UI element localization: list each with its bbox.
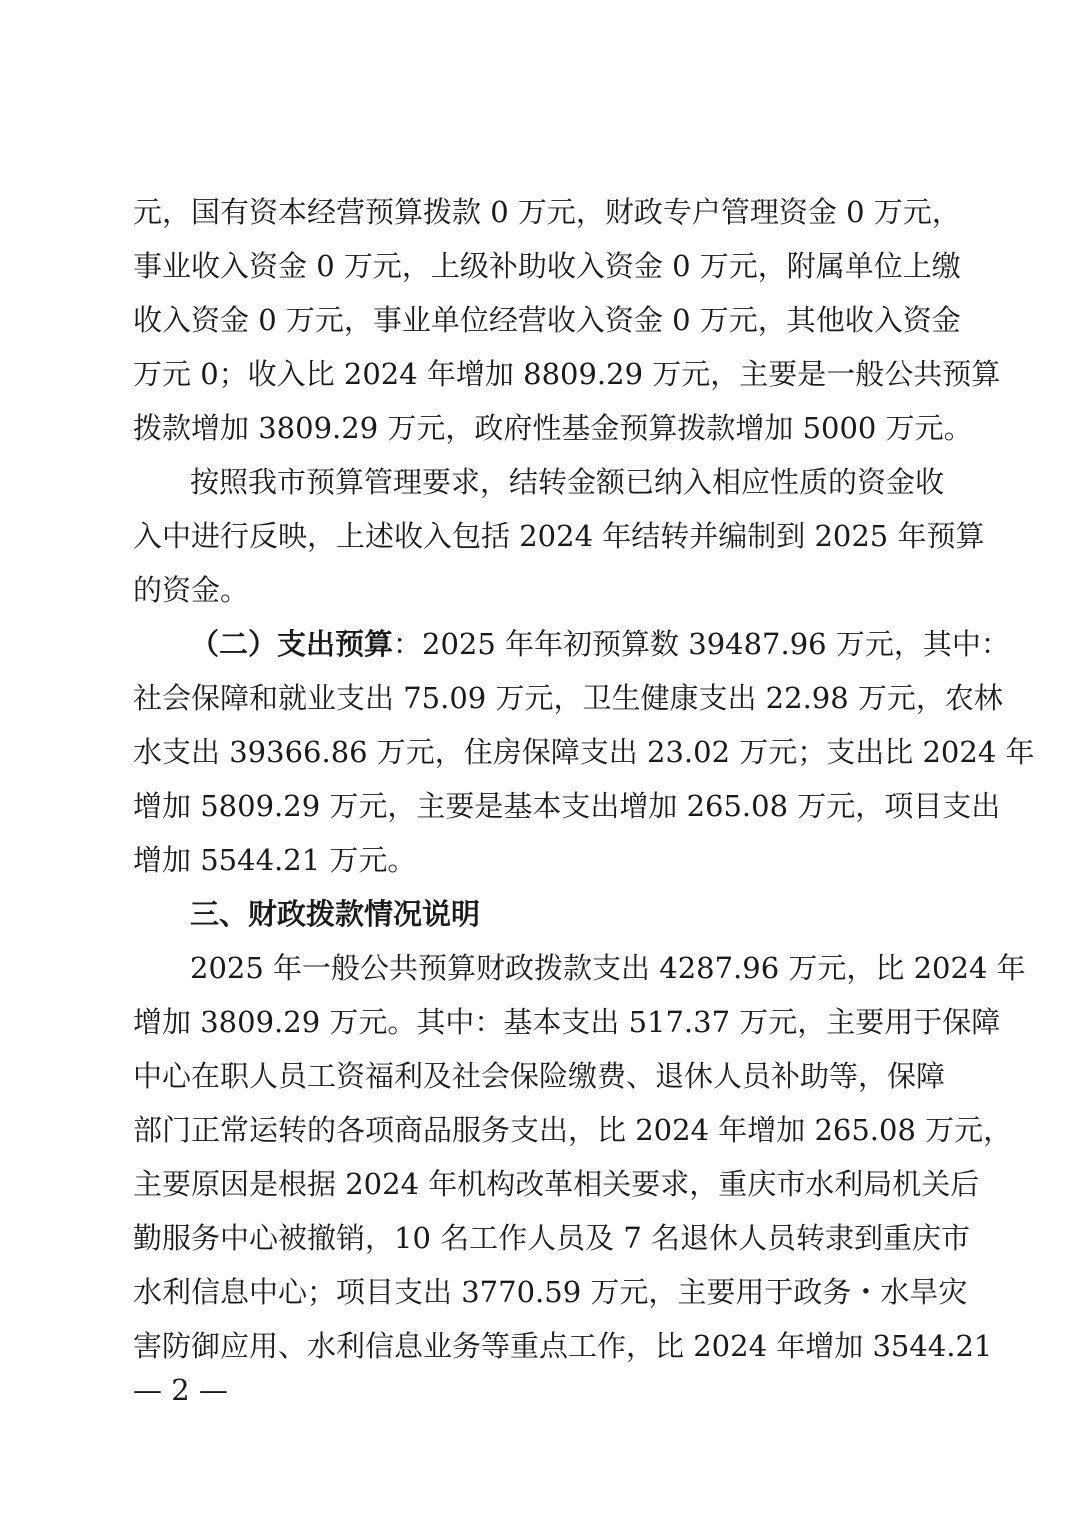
page-number: — 2 — (133, 1373, 228, 1407)
text-line (190, 624, 1010, 664)
text-line: 勤服务中心被撤销，10 名工作人员及 7 名退休人员转隶到重庆市 (133, 1221, 971, 1255)
text-line: 水利信息中心；项目支出 3770.59 万元，主要用于政务・水旱灾 (133, 1275, 968, 1309)
text-line: 害防御应用、水利信息业务等重点工作，比 2024 年增加 3544.21 (133, 1329, 993, 1363)
text-line: 按照我市预算管理要求，结转金额已纳入相应性质的资金收 (190, 465, 945, 499)
text-line: 社会保障和就业支出 75.09 万元，卫生健康支出 22.98 万元，农林 (133, 681, 1003, 715)
text-line: 收入资金 0 万元，事业单位经营收入资金 0 万元，其他收入资金 (133, 303, 961, 337)
section-heading: 三、财政拨款情况说明 (190, 897, 481, 931)
text-line: 中心在职人员工资福利及社会保险缴费、退休人员补助等，保障 (133, 1059, 946, 1093)
text-line: 万元 0；收入比 2024 年增加 8809.29 万元，主要是一般公共预算 (133, 357, 1001, 391)
text-span: ：2025 年年初预算数 39487.96 万元，其中： (393, 627, 1010, 661)
subsection-heading: （二）支出预算 (190, 627, 394, 661)
text-line: 事业收入资金 0 万元，上级补助收入资金 0 万元，附属单位上缴 (133, 249, 961, 283)
text-line: 入中进行反映，上述收入包括 2024 年结转并编制到 2025 年预算 (133, 519, 985, 553)
text-line: 拨款增加 3809.29 万元，政府性基金预算拨款增加 5000 万元。 (133, 411, 973, 445)
text-line: 部门正常运转的各项商品服务支出，比 2024 年增加 265.08 万元， (133, 1113, 1013, 1147)
text-line: 水支出 39366.86 万元，住房保障支出 23.02 万元；支出比 2024 年 (133, 735, 1035, 769)
text-line: 主要原因是根据 2024 年机构改革相关要求，重庆市水利局机关后 (133, 1167, 980, 1201)
text-line: 2025 年一般公共预算财政拨款支出 4287.96 万元，比 2024 年 (190, 951, 1026, 985)
text-line: 增加 5809.29 万元，主要是基本支出增加 265.08 万元，项目支出 (133, 789, 1001, 823)
text-line: 增加 5544.21 万元。 (133, 843, 417, 877)
text-line: 增加 3809.29 万元。其中：基本支出 517.37 万元，主要用于保障 (133, 1005, 1001, 1039)
text-line: 元，国有资本经营预算拨款 0 万元，财政专户管理资金 0 万元， (133, 195, 961, 229)
text-line: 的资金。 (133, 573, 250, 607)
